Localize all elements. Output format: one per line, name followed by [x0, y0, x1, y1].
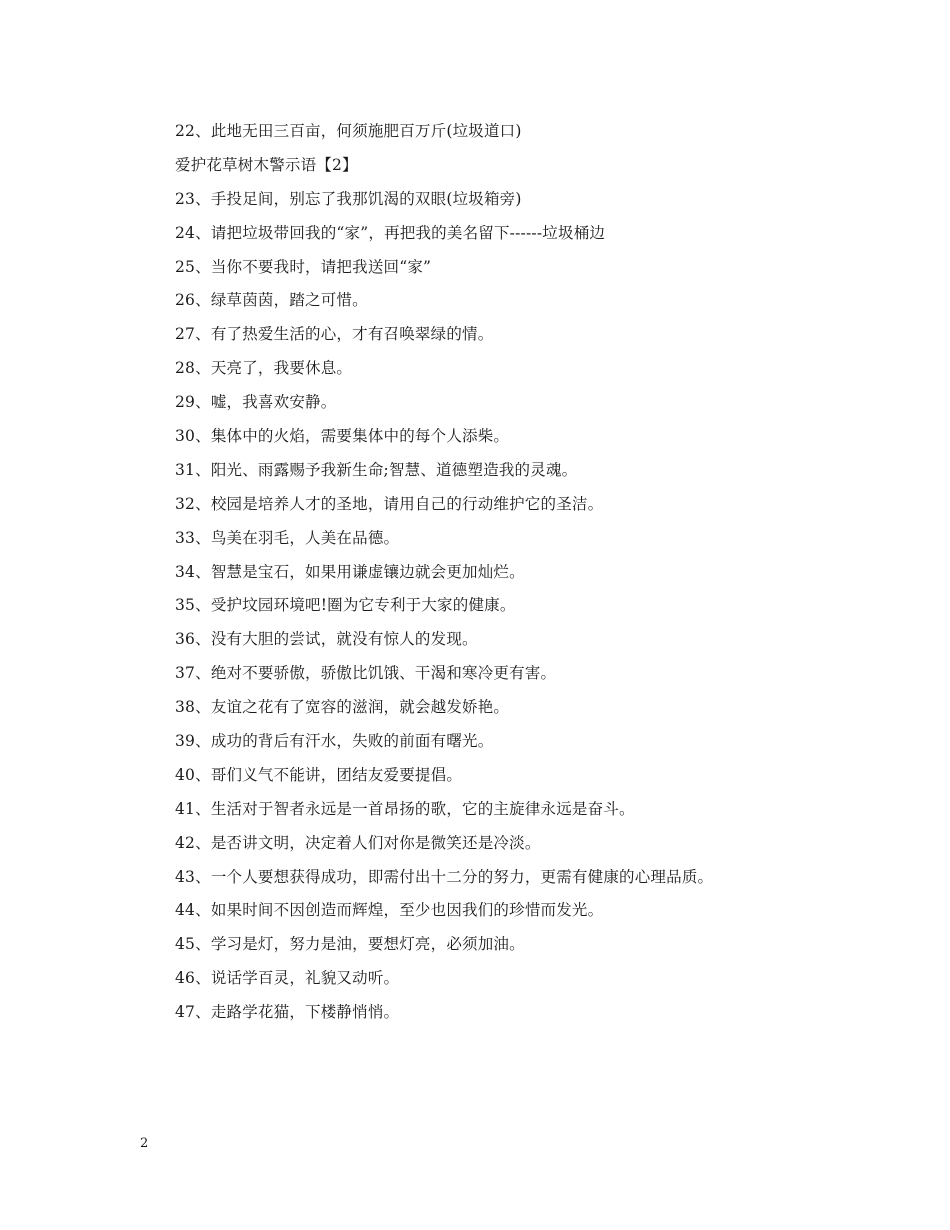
text-line: 46、说话学百灵，礼貌又动听。	[175, 969, 400, 988]
text-line: 42、是否讲文明，决定着人们对你是微笑还是冷淡。	[175, 833, 541, 852]
text-line: 36、没有大胆的尝试，就没有惊人的发现。	[175, 630, 478, 649]
text-line: 44、如果时间不因创造而辉煌，至少也因我们的珍惜而发光。	[175, 901, 604, 920]
page-number: 2	[140, 1136, 149, 1151]
text-line: 41、生活对于智者永远是一首昂扬的歌，它的主旋律永远是奋斗。	[175, 799, 635, 818]
text-line: 29、嘘，我喜欢安静。	[175, 393, 337, 412]
text-line: 26、绿草茵茵，踏之可惜。	[175, 291, 368, 310]
text-line: 24、请把垃圾带回我的“家”，再把我的美名留下------垃圾桶边	[175, 223, 606, 242]
text-line: 47、走路学花猫，下楼静悄悄。	[175, 1003, 400, 1022]
text-line: 39、成功的背后有汗水，失败的前面有曙光。	[175, 732, 494, 751]
document-body	[175, 117, 875, 1032]
text-line: 32、校园是培养人才的圣地，请用自己的行动维护它的圣洁。	[175, 494, 604, 513]
text-line: 43、一个人要想获得成功，即需付出十二分的努力，更需有健康的心理品质。	[175, 867, 714, 886]
text-line: 27、有了热爱生活的心，才有召唤翠绿的情。	[175, 325, 494, 344]
text-line: 38、友谊之花有了宽容的滋润，就会越发娇艳。	[175, 698, 510, 717]
text-line: 25、当你不要我时，请把我送回“家”	[175, 257, 432, 276]
text-line: 45、学习是灯，努力是油，要想灯亮，必须加油。	[175, 935, 525, 954]
text-line: 37、绝对不要骄傲，骄傲比饥饿、干渴和寒冷更有害。	[175, 664, 557, 683]
text-line: 34、智慧是宝石，如果用谦虚镶边就会更加灿烂。	[175, 562, 525, 581]
section-heading: 爱护花草树木警示语【2】	[175, 155, 358, 174]
text-line: 31、阳光、雨露赐予我新生命;智慧、道德塑造我的灵魂。	[175, 460, 578, 479]
text-line: 30、集体中的火焰，需要集体中的每个人添柴。	[175, 427, 510, 446]
text-line: 22、此地无田三百亩，何须施肥百万斤(垃圾道口)	[175, 122, 522, 140]
text-line: 28、天亮了，我要休息。	[175, 359, 353, 378]
text-line: 40、哥们义气不能讲，团结友爱要提倡。	[175, 765, 463, 784]
text-line: 23、手投足间，别忘了我那饥渴的双眼(垃圾箱旁)	[175, 189, 522, 208]
text-line: 33、鸟美在羽毛，人美在品德。	[175, 528, 400, 547]
text-line: 35、受护坟园环境吧!圈为它专利于大家的健康。	[175, 596, 516, 615]
